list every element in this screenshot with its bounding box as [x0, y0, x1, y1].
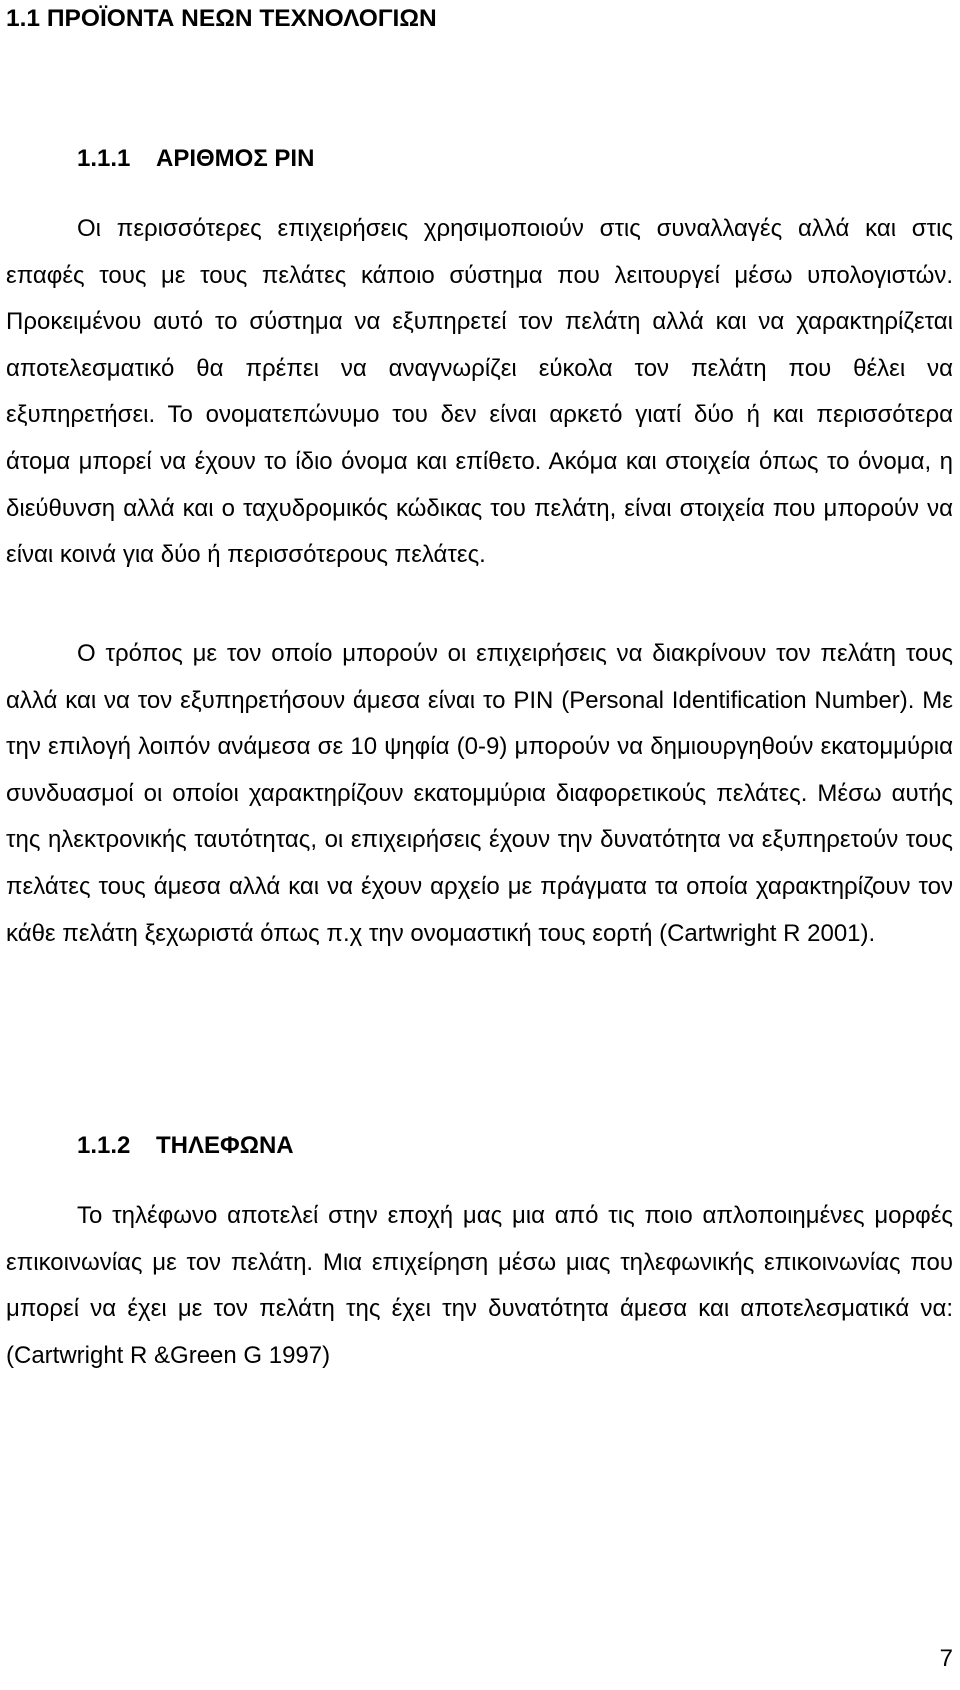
- page-number: 7: [939, 1645, 953, 1672]
- document-page: [6, 0, 953, 1690]
- subsection-title: ΤΗΛΕΦΩΝΑ: [156, 1132, 294, 1159]
- subsection-number: 1.1.2: [77, 1132, 131, 1159]
- subsection-heading-pin: [77, 144, 314, 174]
- section-heading: 1.1 ΠΡΟΪΟΝΤΑ ΝΕΩΝ ΤΕΧΝΟΛΟΓΙΩΝ: [6, 5, 437, 32]
- paragraph-pin-details: Ο τρόπος με τον οποίο μπορούν οι επιχειρήσεις να διακρίνουν τον πελάτη τους αλλά και να τον εξυπηρετήσουν άμεσα είναι το PIN (Personal Identification Number). Με την επιλογή λοιπόν ανάμεσα σε 10 ψηφία (0-9) μπορούν να δημιουργηθούν εκατομμύρια συνδυασμοί οι οποίοι χαρακτηρίζουν εκατομμύρια διαφορετικούς πελάτες. Μέσω αυτής της ηλεκτρονικής ταυτότητας, οι επιχειρήσεις έχουν την δυνατότητα να εξυπηρετούν τους πελάτες τους άμεσα αλλά και να έχουν αρχείο με πράγματα τα οποία χαρακτηρίζουν τον κάθε πελάτη ξεχωριστά όπως π.χ την ονομαστική τους εορτή (Cartwright R 2001).: [6, 640, 953, 947]
- subsection-number: 1.1.1: [77, 145, 131, 172]
- paragraph-pin-intro: Οι περισσότερες επιχειρήσεις χρησιμοποιούν στις συναλλαγές αλλά και στις επαφές τους με τους πελάτες κάποιο σύστημα που λειτουργεί μέσω υπολογιστών. Προκειμένου αυτό το σύστημα να εξυπηρετεί τον πελάτη αλλά και να χαρακτηρίζεται αποτελεσματικό θα πρέπει να αναγνωρίζει εύκολα τον πελάτη που θέλει να εξυπηρετήσει. Το ονοματεπώνυμο του δεν είναι αρκετό γιατί δύο ή και περισσότερα άτομα μπορεί να έχουν το ίδιο όνομα και επίθετο. Ακόμα και στοιχεία όπως το όνομα, η διεύθυνση αλλά και ο ταχυδρομικός κώδικας του πελάτη, είναι στοιχεία που μπορούν να είναι κοινά για δύο ή περισσότερους πελάτες.: [6, 215, 953, 569]
- paragraph-phones: Το τηλέφωνο αποτελεί στην εποχή μας μια από τις ποιο απλοποιημένες μορφές επικοινωνίας με τον πελάτη. Μια επιχείρηση μέσω μιας τηλεφωνικής επικοινωνίας που μπορεί να έχει με τον πελάτη της έχει την δυνατότητα άμεσα και αποτελεσματικά να: (Cartwright R &Green G 1997): [6, 1202, 953, 1369]
- subsection-title: ΑΡΙΘΜΟΣ PIN: [156, 145, 315, 172]
- subsection-heading-phones: [77, 1131, 294, 1161]
